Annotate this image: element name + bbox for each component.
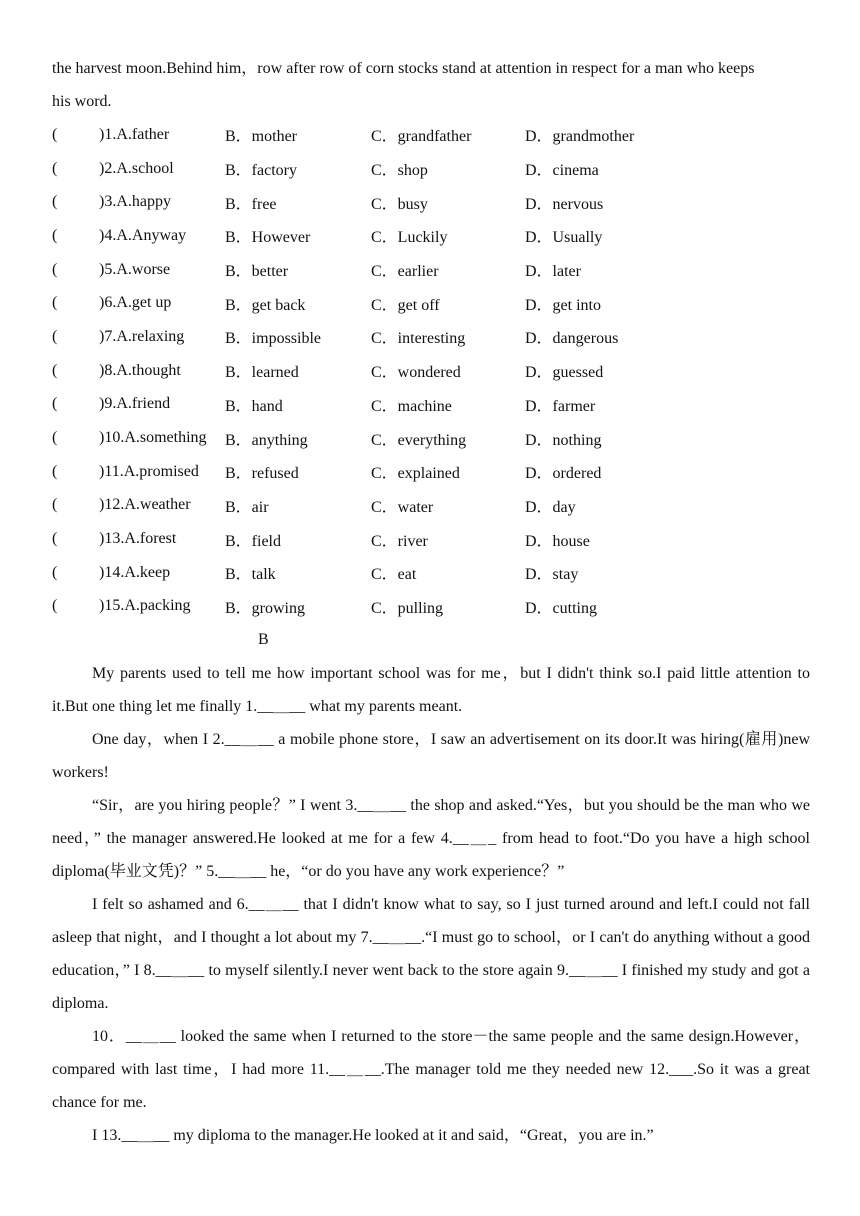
answer-paren: ( <box>52 125 58 143</box>
passage-b <box>52 657 810 1152</box>
intro-text <box>52 52 810 118</box>
option-d: D．ordered <box>525 465 602 483</box>
option-a: )4.A.Anyway <box>99 226 187 244</box>
option-c: C．explained <box>371 465 460 483</box>
option-a: )8.A.thought <box>99 361 181 379</box>
option-d: D．nothing <box>525 431 602 449</box>
option-c: C．river <box>371 532 428 550</box>
question-row <box>52 421 725 455</box>
intro-line-2: his word. <box>52 93 112 110</box>
option-b: B．anything <box>225 431 308 449</box>
option-d: D．stay <box>525 566 579 584</box>
option-d: D．guessed <box>525 364 604 382</box>
option-c: C．pulling <box>371 599 444 617</box>
answer-paren: ( <box>52 530 58 548</box>
option-a: )9.A.friend <box>99 395 171 413</box>
answer-paren: ( <box>52 294 58 312</box>
question-row <box>52 286 725 320</box>
option-b: B．factory <box>225 162 297 180</box>
option-b: B．air <box>225 498 269 516</box>
option-a: )11.A.promised <box>99 462 199 480</box>
answer-paren: ( <box>52 361 58 379</box>
answer-paren: ( <box>52 597 58 615</box>
option-b: B．refused <box>225 465 299 483</box>
option-d: D．nervous <box>525 195 604 213</box>
option-a: )15.A.packing <box>99 597 191 615</box>
option-a: )13.A.forest <box>99 530 177 548</box>
option-c: C．eat <box>371 566 417 584</box>
option-b: B．However <box>225 229 311 247</box>
answer-paren: ( <box>52 226 58 244</box>
option-a: )5.A.worse <box>99 260 171 278</box>
option-c: C．get off <box>371 296 440 314</box>
option-b: B．mother <box>225 128 297 146</box>
answer-paren: ( <box>52 496 58 514</box>
option-a: )3.A.happy <box>99 193 171 211</box>
passage-paragraph: I felt so ashamed and 6.__＿__ that I didn't know what to say, so I just turned around and left.I could not fall asleep that night，and I thought a lot about my 7.__＿__.“I must go to school，or I can't do anything without a good education，” I 8.__＿__ to myself silently.I never went back to the store again 9.__＿__ I finished my study and got a diploma. <box>52 896 810 1013</box>
question-row <box>52 253 725 287</box>
option-d: D．day <box>525 498 576 516</box>
answer-paren: ( <box>52 327 58 345</box>
answer-paren: ( <box>52 193 58 211</box>
option-b: B．growing <box>225 599 306 617</box>
answer-paren: ( <box>52 260 58 278</box>
option-c: C．everything <box>371 431 467 449</box>
option-a: )7.A.relaxing <box>99 327 185 345</box>
option-d: D．cutting <box>525 599 597 617</box>
option-d: D．grandmother <box>525 128 635 146</box>
question-row <box>52 118 725 152</box>
option-a: )1.A.father <box>99 125 170 143</box>
passage-paragraph: I 13.__＿__ my diploma to the manager.He looked at it and said，“Great，you are in.” <box>92 1127 654 1145</box>
option-b: B．learned <box>225 364 299 382</box>
option-b: B．get back <box>225 296 306 314</box>
passage-paragraph: My parents used to tell me how important school was for me，but I didn't think so.I paid little attention to it.But one thing let me finally 1.__＿__ what my parents meant. <box>52 665 810 716</box>
option-b: B．impossible <box>225 330 322 348</box>
question-row <box>52 185 725 219</box>
option-a: )14.A.keep <box>99 563 171 581</box>
question-list <box>52 118 725 623</box>
option-c: C．shop <box>371 162 428 180</box>
option-a: )12.A.weather <box>99 496 191 514</box>
option-c: C．machine <box>371 397 452 415</box>
section-heading: B <box>258 631 269 649</box>
option-c: C．Luckily <box>371 229 448 247</box>
option-c: C．grandfather <box>371 128 472 146</box>
answer-paren: ( <box>52 159 58 177</box>
option-b: B．free <box>225 195 277 213</box>
option-b: B．field <box>225 532 281 550</box>
option-c: C．busy <box>371 195 428 213</box>
option-d: D．get into <box>525 296 601 314</box>
question-row <box>52 556 725 590</box>
question-row <box>52 522 725 556</box>
option-d: D．house <box>525 532 590 550</box>
option-a: )6.A.get up <box>99 294 172 312</box>
option-c: C．water <box>371 498 434 516</box>
answer-paren: ( <box>52 462 58 480</box>
question-row <box>52 388 725 422</box>
option-c: C．interesting <box>371 330 466 348</box>
option-d: D．farmer <box>525 397 596 415</box>
option-d: D．Usually <box>525 229 603 247</box>
option-c: C．earlier <box>371 263 439 281</box>
question-row <box>52 590 725 624</box>
question-row <box>52 152 725 186</box>
option-d: D．cinema <box>525 162 599 180</box>
option-d: D．later <box>525 263 581 281</box>
passage-paragraph: “Sir，are you hiring people？” I went 3.__＿__ the shop and asked.“Yes，but you should be the man who we need，” the manager answered.He looked at me for a few 4.__＿_ from head to foot.“Do you have a high school diploma(毕业文凭)？” 5.__＿__ he，“or do you have any work experience？” <box>52 797 810 881</box>
intro-line-1: the harvest moon.Behind him，row after row of corn stocks stand at attention in respect for a man who keeps <box>52 60 755 77</box>
question-row <box>52 320 725 354</box>
passage-paragraph: One day，when I 2.__＿__ a mobile phone store，I saw an advertisement on its door.It was hiring(雇用)new workers! <box>52 731 810 782</box>
option-c: C．wondered <box>371 364 461 382</box>
answer-paren: ( <box>52 395 58 413</box>
question-row <box>52 455 725 489</box>
option-a: )2.A.school <box>99 159 174 177</box>
question-row <box>52 354 725 388</box>
option-b: B．hand <box>225 397 283 415</box>
passage-paragraph: 10．__＿__ looked the same when I returned to the store－the same people and the same design.However，compared with last time，I had more 11.__＿__.The manager told me they needed new 12.___.So it was a great chance for me. <box>52 1028 810 1112</box>
option-a: )10.A.something <box>99 429 207 447</box>
option-b: B．better <box>225 263 289 281</box>
question-row <box>52 489 725 523</box>
answer-paren: ( <box>52 563 58 581</box>
document-page <box>52 52 810 1152</box>
option-d: D．dangerous <box>525 330 619 348</box>
question-row <box>52 219 725 253</box>
answer-paren: ( <box>52 429 58 447</box>
option-b: B．talk <box>225 566 276 584</box>
